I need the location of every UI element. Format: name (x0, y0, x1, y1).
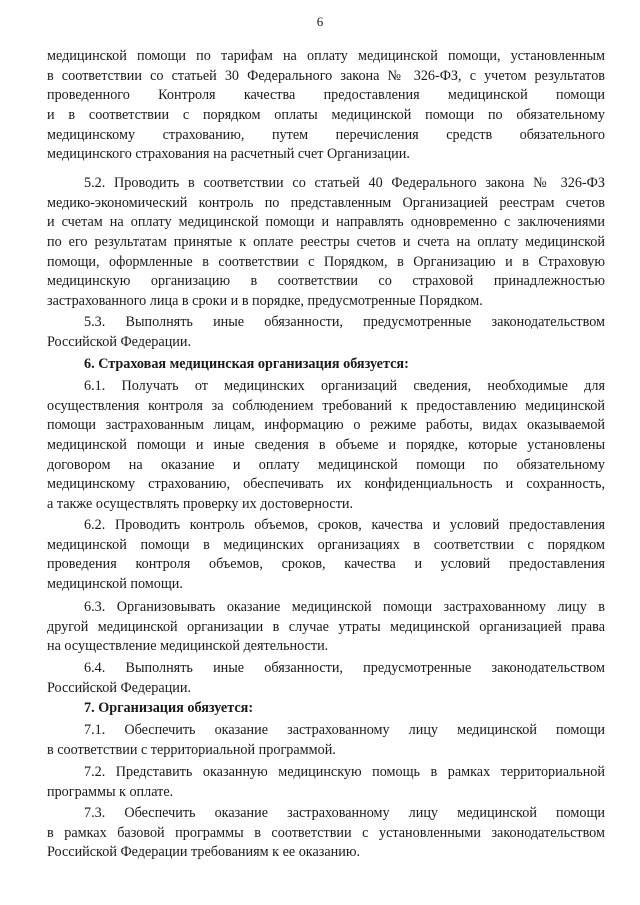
text-line: а также осуществлять проверку их достоверности. (47, 496, 354, 513)
text-line: помощи, оформленные в соответствии с Порядком, в Организацию и в Страховую (47, 253, 605, 270)
paragraph (47, 47, 605, 165)
text-line: медицинскому страхованию, обеспечивать их конфиденциальность и сохранность, (47, 476, 605, 493)
text-line: в рамках базовой программы в соответствии с установленными законодательством (47, 824, 605, 841)
text-line: медико-экономический контроль по представленным Организацией реестрам счетов (47, 194, 605, 211)
section-heading (47, 699, 605, 719)
text-line: Российской Федерации. (47, 333, 192, 350)
text-line: медицинской помощи. (47, 576, 183, 593)
text-line: медицинской помощи в медицинских организациях в соответствии с порядком (47, 536, 605, 553)
paragraph (47, 313, 605, 352)
text-line: программы к оплате. (47, 783, 174, 800)
text-line: медицинскому страхованию, путем перечисления средств обязательного (47, 126, 605, 143)
text-line: 6.4. Выполнять иные обязанности, предусмотренные законодательством (84, 660, 605, 676)
text-line: медицинской помощи по тарифам на оплату медицинской помощи, установленным (47, 48, 605, 64)
paragraph (47, 377, 605, 515)
text-line: помощи застрахованным лицам, информацию о режиме работы, видах оказываемой (47, 417, 605, 434)
paragraph (47, 763, 605, 802)
text-line: и счетам на оплату медицинской помощи и направлять одновременно с заключениями (47, 214, 605, 231)
paragraph (47, 598, 605, 657)
text-line: 7.1. Обеспечить оказание застрахованному лицу медицинской помощи (84, 722, 605, 738)
paragraph (47, 659, 605, 698)
paragraph (47, 174, 605, 312)
paragraph (47, 516, 605, 595)
text-line: договором на оказание и оплату медицинской помощи по обязательному (47, 456, 605, 473)
text-line: медицинской помощи и иные сведения в объеме и порядке, которые установлены (47, 437, 605, 454)
text-line: в соответствии с территориальной программой. (47, 741, 336, 758)
text-line: проведенного Контроля качества предоставления медицинской помощи (47, 87, 605, 104)
text-line: в соответствии со статьей 30 Федерального закона № 326-ФЗ, с учетом результатов (47, 67, 605, 84)
text-line: 6.1. Получать от медицинских организаций сведения, необходимые для (84, 378, 605, 394)
text-line: 7. Организация обязуется: (84, 700, 254, 716)
text-line: по его результатам принятые к оплате реестры счетов и счета на оплату медицинской (47, 234, 605, 251)
text-line: застрахованного лица в сроки и в порядке, предусмотренные Порядком. (47, 293, 483, 310)
text-line: 7.2. Представить оказанную медицинскую помощь в рамках территориальной (84, 764, 605, 780)
text-line: 6.3. Организовывать оказание медицинской помощи застрахованному лицу в (84, 599, 605, 615)
text-line: 6. Страховая медицинская организация обязуется: (84, 356, 409, 372)
text-line: 6.2. Проводить контроль объемов, сроков, качества и условий предоставления (84, 517, 605, 533)
text-line: осуществления контроля за соблюдением требований к предоставлению медицинской (47, 397, 605, 414)
text-line: Российской Федерации. (47, 679, 192, 696)
text-line: 7.3. Обеспечить оказание застрахованному лицу медицинской помощи (84, 805, 605, 821)
section-heading (47, 355, 605, 375)
text-line: 5.3. Выполнять иные обязанности, предусмотренные законодательством (84, 314, 605, 330)
page-number: 6 (316, 14, 324, 29)
text-line: Российской Федерации требованиям к ее оказанию. (47, 844, 361, 861)
paragraph (47, 721, 605, 760)
text-line: медицинского страхования на расчетный счет Организации. (47, 146, 410, 163)
text-line: на осуществление медицинской деятельности. (47, 638, 329, 655)
text-line: медицинскую организацию в соответствии со страховой принадлежностью (47, 273, 605, 290)
text-line: и в соответствии с порядком оплаты медицинской помощи по обязательному (47, 107, 605, 124)
text-line: проведения контроля объемов, сроков, качества и условий предоставления (47, 556, 605, 573)
text-line: 5.2. Проводить в соответствии со статьей 40 Федерального закона № 326-ФЗ (84, 175, 605, 191)
paragraph (47, 804, 605, 863)
text-line: другой медицинской организации в случае утраты медицинской организацией права (47, 618, 605, 635)
